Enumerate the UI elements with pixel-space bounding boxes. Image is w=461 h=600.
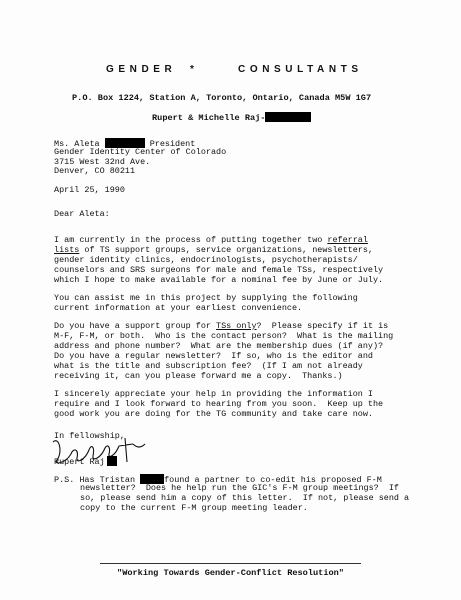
para3-line1-text-a: Do you have a support group for: [54, 321, 217, 331]
para3-underline: TSs only: [216, 321, 257, 331]
recipient-org: Gender Identity Center of Colorado: [54, 147, 227, 157]
para3-line6: receiving it, can you please forward me a copy. Thanks.): [54, 371, 343, 381]
letterhead-org-word1: GENDER: [106, 64, 177, 75]
letterhead-star: *: [190, 64, 199, 75]
ps-line2: newsletter? Does he help run the GIC's F-M group meetings? If: [80, 483, 399, 493]
para1-line5: which I hope to make available for a nominal fee by June or July.: [54, 275, 384, 285]
para2-line2: current information at your earliest convenience.: [54, 303, 303, 313]
closing: In fellowship,: [54, 431, 125, 441]
recipient-street: 3715 West 32nd Ave.: [54, 157, 151, 167]
para1-line3: gender identity clinics, endocrinologists, psychotherapists/: [54, 255, 358, 265]
para4-line1: I sincerely appreciate your help in providing the information I: [54, 389, 373, 399]
redaction-bar: [265, 112, 311, 122]
para4-line2: require and I look forward to hearing from you soon. Keep up the: [54, 399, 384, 409]
para4-line3: good work you are doing for the TG community and take care now.: [54, 409, 373, 419]
ps-line1-text-b: found a partner to co-edit his proposed F-M: [164, 475, 382, 485]
para2-line1: You can assist me in this project by supplying the following: [54, 293, 358, 303]
salutation: Dear Aleta:: [54, 209, 110, 219]
para1-line4: counselors and SRS surgeons for male and female TSs, respectively: [54, 265, 384, 275]
recipient-name: Ms. Aleta: [54, 139, 100, 149]
letter-date: April 25, 1990: [54, 185, 125, 195]
recipient-title: President: [149, 139, 196, 149]
signer-line: [54, 456, 117, 468]
signer-name: Rupert Raj: [54, 457, 105, 467]
para3-line5: what is the title and subscription fee? (If I am not already: [54, 361, 363, 371]
ps-line3: so, please send him a copy of this letter. If not, please send a: [80, 493, 410, 503]
para1-line2-text: of TS support groups, service organizations, newsletters,: [79, 245, 374, 255]
ps-line1-text-a: P.S. Has Tristan: [54, 475, 141, 485]
letterhead-names-text: Rupert & Michelle Raj-: [152, 113, 266, 123]
letterhead-names: [152, 112, 311, 123]
para3-line2: M-F, F-M, or both. Who is the contact person? What is the mailing: [54, 331, 394, 341]
footer-divider: [100, 563, 361, 564]
para3-line4: Do you have a regular newsletter? If so, who is the editor and: [54, 351, 373, 361]
ps-line4: copy to the current F-M group meeting leader.: [80, 503, 308, 513]
recipient-city: Denver, CO 80211: [54, 166, 136, 176]
para1-line1-text: I am currently in the process of putting together two: [54, 235, 328, 245]
para3-line3: address and phone number? What are the membership dues (if any)?: [54, 341, 384, 351]
para1-underline1: referral: [327, 235, 368, 245]
redaction-bar: [107, 456, 117, 466]
letterhead-org-word2: CONSULTANTS: [238, 64, 363, 75]
para3-line1-text-b: ? Please specify if it is: [256, 321, 389, 331]
footer-motto: "Working Towards Gender-Conflict Resolution": [117, 568, 344, 578]
para1-underline2: lists: [54, 245, 80, 255]
letterhead-address: P.O. Box 1224, Station A, Toronto, Ontario, Canada M5W 1G7: [72, 93, 372, 103]
